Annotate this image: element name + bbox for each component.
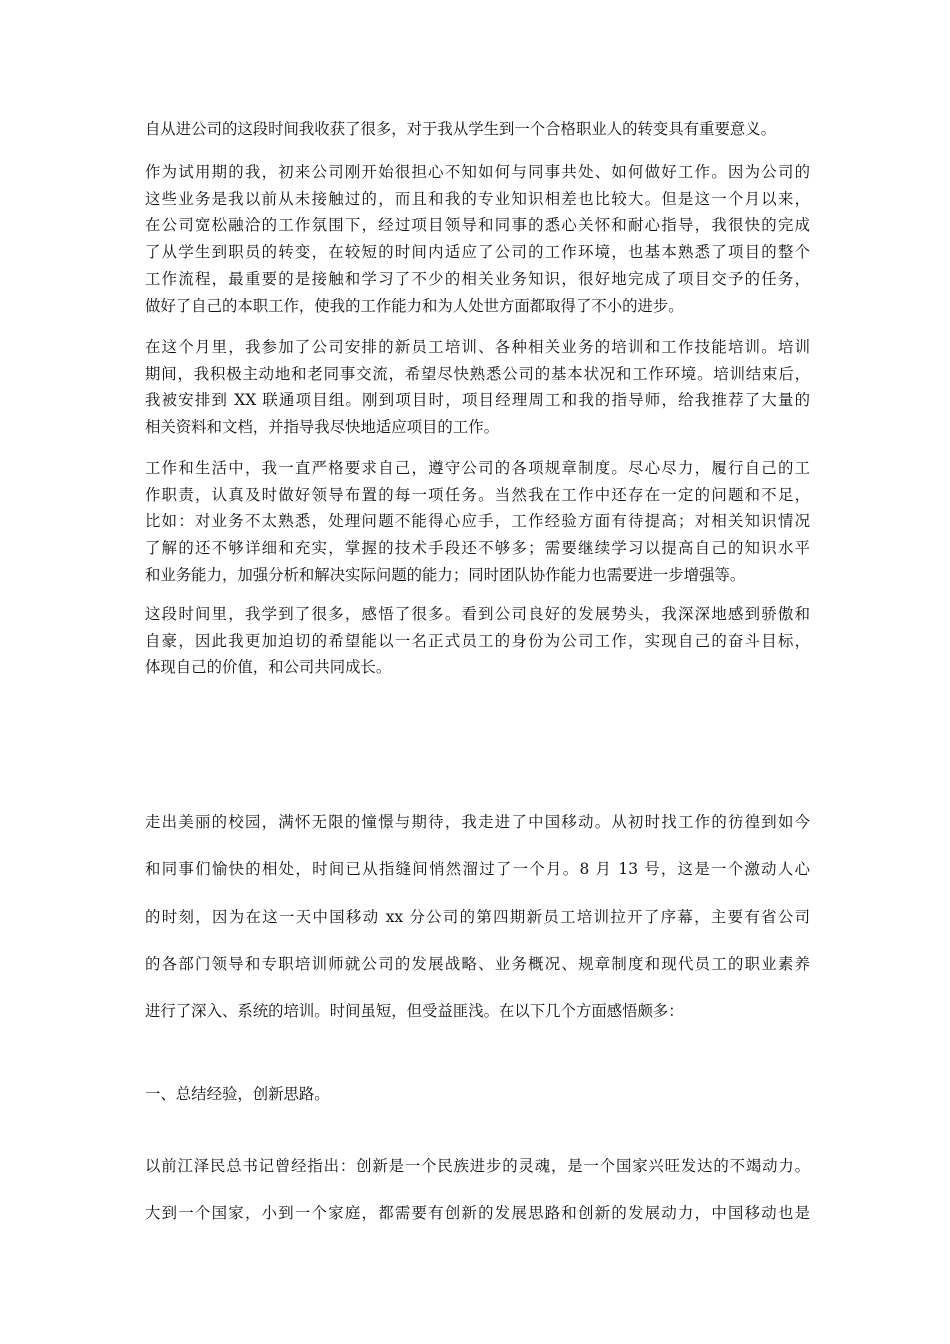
text-line: 工作和生活中，我一直严格要求自己，遵守公司的各项规章制度。尽心尽力，履行自己的工 [145, 459, 810, 477]
text-line: 大到一个国家，小到一个家庭，都需要有创新的发展思路和创新的发展动力，中国移动也是 [145, 1204, 810, 1223]
section-heading [145, 1084, 810, 1131]
paragraph-4 [145, 455, 810, 589]
text-line: 作职责，认真及时做好领导布置的每一项任务。当然我在工作中还存在一定的问题和不足， [145, 485, 810, 504]
text-line: 自从进公司的这段时间我收获了很多，对于我从学生到一个合格职业人的转变具有重要意义。 [145, 120, 777, 138]
intro-paragraph [145, 812, 810, 1048]
text-line: 在公司宽松融洽的工作氛围下，经过项目领导和同事的悉心关怀和耐心指导，我很快的完成 [145, 216, 810, 235]
text-line: 进行了深入、系统的培训。时间虽短，但受益匪浅。在以下几个方面感悟颇多： [145, 1002, 684, 1021]
text-line: 作为试用期的我，初来公司刚开始很担心不知如何与同事共处、如何做好工作。因为公司的 [145, 163, 810, 181]
paragraph-1 [145, 116, 810, 143]
text-line: 比如：对业务不太熟悉，处理问题不能得心应手，工作经验方面有待提高；对相关知识情况 [145, 512, 810, 531]
text-line: 相关资料和文档，并指导我尽快地适应项目的工作。 [145, 418, 499, 437]
text-line: 了从学生到职员的转变，在较短的时间内适应了公司的工作环境，也基本熟悉了项目的整个 [145, 243, 810, 262]
text-line: 我被安排到 XX 联通项目组。刚到项目时，项目经理周工和我的指导师，给我推荐了大量的 [145, 391, 810, 410]
text-line: 体现自己的价值，和公司共同成长。 [145, 658, 392, 677]
paragraph-2 [145, 159, 810, 319]
heading-text: 一、总结经验，创新思路。 [145, 1085, 330, 1103]
text-line: 以前江泽民总书记曾经指出：创新是一个民族进步的灵魂，是一个国家兴旺发达的不竭动力。 [145, 1157, 810, 1175]
body-paragraph [145, 1156, 810, 1251]
text-line: 和业务能力，加强分析和解决实际问题的能力；同时团队协作能力也需要进一步增强等。 [145, 565, 746, 584]
text-line: 自豪，因此我更加迫切的希望能以一名正式员工的身份为公司工作，实现自己的奋斗目标， [145, 631, 810, 650]
text-line: 期间，我积极主动地和老同事交流，希望尽快熟悉公司的基本状况和工作环境。培训结束后， [145, 364, 810, 383]
text-line: 这些业务是我以前从未接触过的，而且和我的专业知识相差也比较大。但是这一个月以来， [145, 189, 810, 208]
text-line: 了解的还不够详细和充实，掌握的技术手段还不够多；需要继续学习以提高自己的知识水平 [145, 539, 810, 558]
text-line: 做好了自己的本职工作，使我的工作能力和为人处世方面都取得了不小的进步。 [145, 296, 684, 315]
text-line: 的时刻，因为在这一天中国移动 xx 分公司的第四期新员工培训拉开了序幕，主要有省公司 [145, 907, 810, 926]
paragraph-5 [145, 601, 810, 681]
text-line: 走出美丽的校园，满怀无限的憧憬与期待，我走进了中国移动。从初时找工作的彷徨到如今 [145, 813, 810, 831]
text-line: 这段时间里，我学到了很多，感悟了很多。看到公司良好的发展势头，我深深地感到骄傲和 [145, 605, 810, 623]
text-line: 的各部门领导和专职培训师就公司的发展战略、业务概况、规章制度和现代员工的职业素养 [145, 954, 810, 973]
text-line: 工作流程，最重要的是接触和学习了不少的相关业务知识，很好地完成了项目交予的任务， [145, 269, 810, 288]
paragraph-3 [145, 334, 810, 441]
text-line: 在这个月里，我参加了公司安排的新员工培训、各种相关业务的培训和工作技能培训。培训 [145, 338, 810, 356]
text-line: 和同事们愉快的相处，时间已从指缝间悄然溜过了一个月。8 月 13 号，这是一个激动人心 [145, 860, 810, 879]
